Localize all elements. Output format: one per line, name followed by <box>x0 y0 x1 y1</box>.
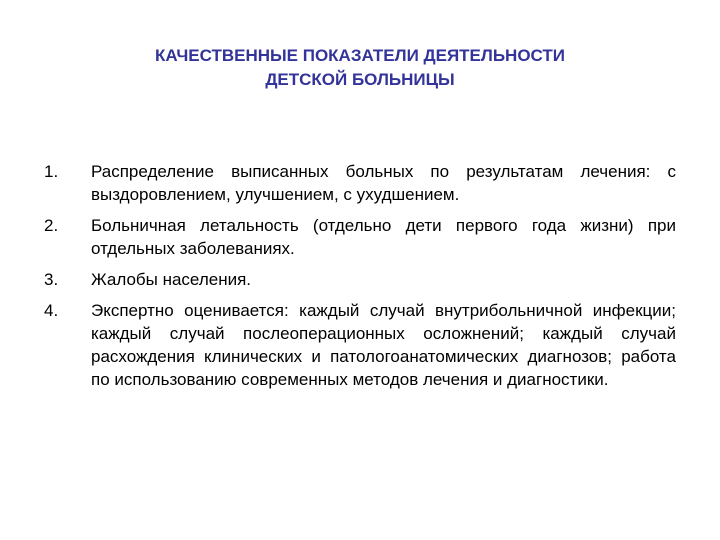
list-item-text: Экспертно оценивается: каждый случай внутрибольничной инфекции; каждый случай послеоперационных осложнений; каждый случай расхождения клинических и патологоанатомических диагнозов; работа по использованию современных методов лечения и диагностики. <box>91 301 676 389</box>
list-item-number: 3. <box>44 270 59 289</box>
list-item-text: Жалобы населения. <box>91 270 252 289</box>
list-item-number: 2. <box>44 216 59 235</box>
indicator-list <box>44 160 676 399</box>
list-item <box>44 299 676 391</box>
list-item-number: 4. <box>44 301 59 320</box>
slide-title-line-2: ДЕТСКОЙ БОЛЬНИЦЫ <box>265 70 455 89</box>
list-item <box>44 214 676 260</box>
list-item <box>44 268 676 291</box>
slide-title-line-1: КАЧЕСТВЕННЫЕ ПОКАЗАТЕЛИ ДЕЯТЕЛЬНОСТИ <box>154 46 566 65</box>
list-item-number: 1. <box>44 162 59 181</box>
slide-title <box>60 44 660 92</box>
list-item-text: Больничная летальность (отдельно дети первого года жизни) при отдельных заболеваниях. <box>91 216 676 258</box>
list-item-text: Распределение выписанных больных по результатам лечения: с выздоровлением, улучшением, с ухудшением. <box>91 162 676 204</box>
list-item <box>44 160 676 206</box>
